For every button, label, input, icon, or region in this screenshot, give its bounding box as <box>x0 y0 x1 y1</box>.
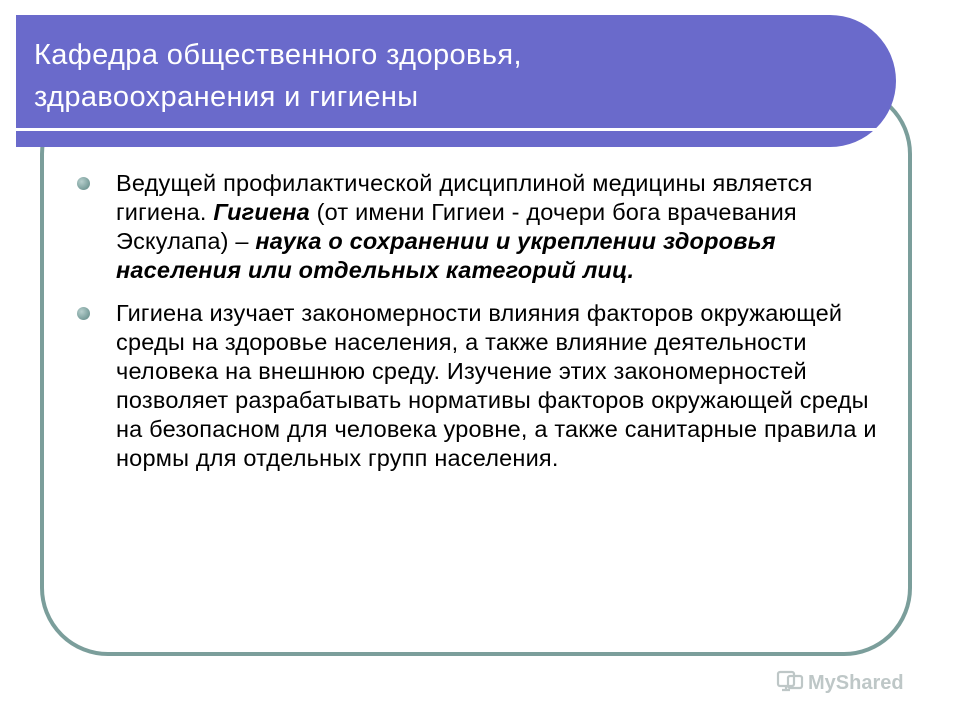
bullet-item <box>76 169 896 285</box>
title-underline <box>16 128 894 131</box>
bullet-text: (от имени Гигиеи - дочери бога врачевания Эскулапа) – <box>116 199 797 254</box>
bullet-dot-icon <box>77 307 90 320</box>
watermark <box>774 666 924 698</box>
bullet-definition: наука о сохранении и укреплении здоровья населения или отдельных категорий лиц. <box>116 228 776 283</box>
bullet-dot-icon <box>77 177 90 190</box>
content-list <box>76 169 896 473</box>
bullet-term: Гигиена <box>213 199 310 225</box>
bullet-text: Ведущей профилактической дисциплиной медицины является гигиена. <box>116 170 813 225</box>
title-line-1: Кафедра общественного здоровья, <box>34 39 522 71</box>
svg-text:MyShared: MyShared <box>808 672 904 694</box>
bullet-item <box>76 299 896 473</box>
slide-title <box>34 34 834 118</box>
bullet-text: Гигиена изучает закономерности влияния факторов окружающей среды на здоровье населения, а также влияние деятельности человека на внешнюю среду. Изучение этих закономерностей позволяет разрабатывать нормативы факторов окружающей среды на безопасном для человека уровне, а также санитарные правила и нормы для отдельных групп населения. <box>116 300 877 471</box>
myshared-logo-icon <box>774 667 924 697</box>
title-line-2: здравоохранения и гигиены <box>34 81 419 113</box>
